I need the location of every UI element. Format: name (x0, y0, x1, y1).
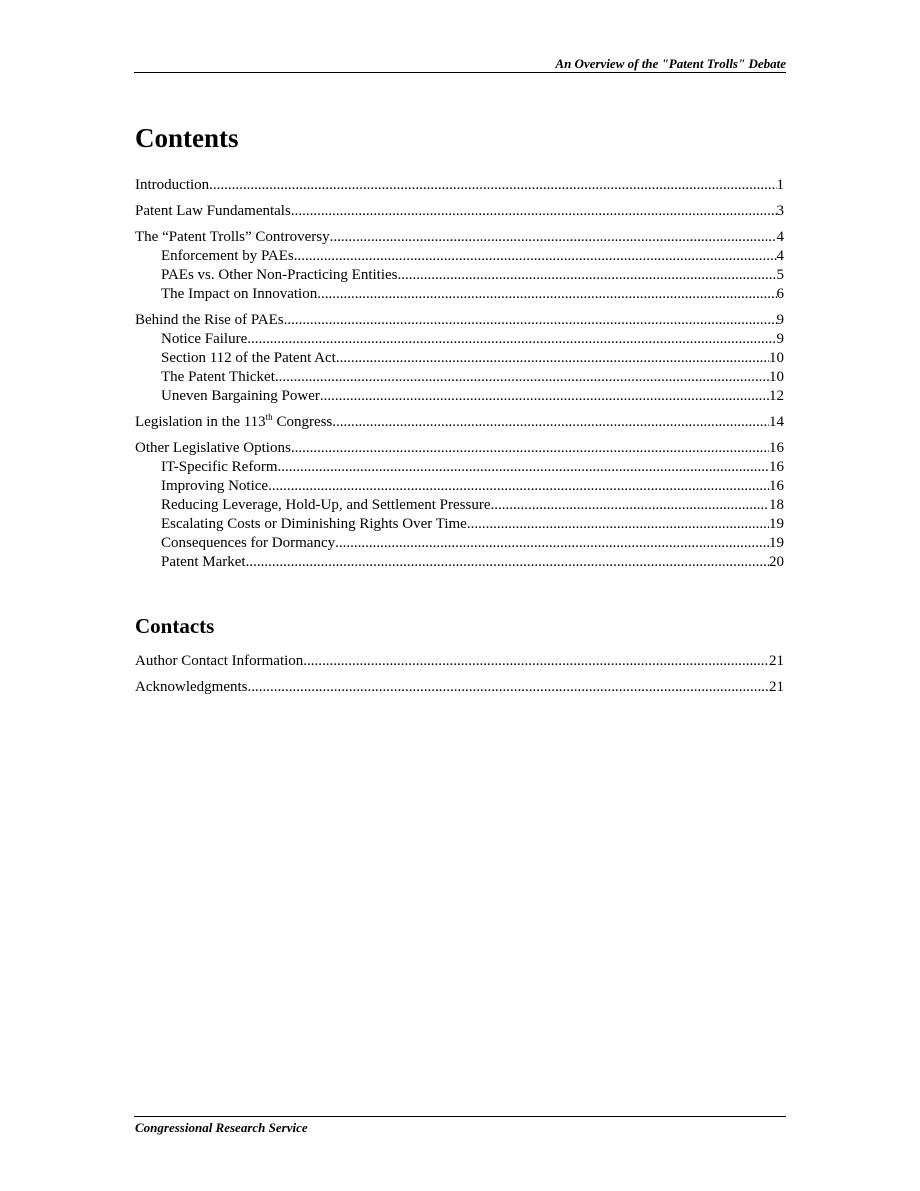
toc-entry-label: Legislation in the 113th Congress (135, 412, 333, 430)
running-header: An Overview of the "Patent Trolls" Debate (555, 56, 786, 71)
contents-list (135, 176, 784, 572)
toc-entry[interactable] (135, 413, 784, 432)
toc-entry-page: 21 (769, 679, 784, 695)
dot-leader (275, 368, 769, 387)
toc-entry-label: The Patent Thicket (161, 369, 275, 385)
dot-leader (330, 228, 777, 247)
dot-leader (317, 285, 776, 304)
toc-entry[interactable] (135, 477, 784, 496)
toc-entry-page: 14 (769, 414, 784, 430)
toc-entry-page: 16 (769, 459, 784, 475)
toc-entry-label: Section 112 of the Patent Act (161, 350, 336, 366)
toc-entry[interactable] (135, 387, 784, 406)
toc-entry-page: 9 (776, 312, 784, 328)
toc-entry[interactable] (135, 330, 784, 349)
toc-entry-label: Introduction (135, 177, 210, 193)
contacts-list (135, 652, 784, 697)
toc-entry[interactable] (135, 678, 784, 697)
toc-entry-page: 5 (776, 267, 784, 283)
dot-leader (332, 413, 769, 432)
toc-entry-page: 16 (769, 440, 784, 456)
toc-entry-page: 4 (776, 248, 784, 264)
toc-entry[interactable] (135, 202, 784, 221)
toc-entry-page: 10 (769, 369, 784, 385)
toc-entry-label: Patent Law Fundamentals (135, 203, 291, 219)
dot-leader (291, 439, 769, 458)
toc-entry-page: 6 (776, 286, 784, 302)
toc-entry-page: 19 (769, 535, 784, 551)
toc-entry[interactable] (135, 553, 784, 572)
toc-entry-page: 16 (769, 478, 784, 494)
toc-entry-label: Uneven Bargaining Power (161, 388, 320, 404)
toc-entry[interactable] (135, 247, 784, 266)
toc-entry-page: 10 (769, 350, 784, 366)
toc-entry[interactable] (135, 176, 784, 195)
toc-entry-label: Acknowledgments (135, 679, 248, 695)
header-rule (134, 72, 786, 73)
toc-entry-label: Escalating Costs or Diminishing Rights Over Time (161, 516, 467, 532)
toc-entry[interactable] (135, 285, 784, 304)
dot-leader (247, 330, 776, 349)
toc-entry[interactable] (135, 515, 784, 534)
dot-leader (284, 311, 777, 330)
footer-rule (134, 1116, 786, 1117)
toc-entry[interactable] (135, 496, 784, 515)
toc-entry-page: 3 (776, 203, 784, 219)
toc-entry-label: PAEs vs. Other Non-Practicing Entities (161, 267, 398, 283)
toc-entry-page: 1 (776, 177, 784, 193)
dot-leader (467, 515, 769, 534)
contents-heading: Contents (135, 123, 239, 153)
dot-leader (336, 349, 769, 368)
toc-entry-label: Enforcement by PAEs (161, 248, 294, 264)
toc-entry-label: Behind the Rise of PAEs (135, 312, 284, 328)
toc-entry-label: Patent Market (161, 554, 246, 570)
toc-entry-page: 21 (769, 653, 784, 669)
toc-entry[interactable] (135, 458, 784, 477)
toc-entry[interactable] (135, 439, 784, 458)
dot-leader (268, 477, 769, 496)
toc-entry-page: 4 (776, 229, 784, 245)
toc-entry-label: The “Patent Trolls” Controversy (135, 229, 330, 245)
toc-entry[interactable] (135, 652, 784, 671)
toc-entry-label: Other Legislative Options (135, 440, 291, 456)
toc-entry[interactable] (135, 266, 784, 285)
toc-entry-label: IT-Specific Reform (161, 459, 278, 475)
dot-leader (320, 387, 769, 406)
dot-leader (291, 202, 777, 221)
toc-entry-label: Author Contact Information (135, 653, 304, 669)
toc-entry-label: Reducing Leverage, Hold-Up, and Settlement Pressure (161, 497, 491, 513)
toc-entry-label: Consequences for Dormancy (161, 535, 336, 551)
dot-leader (246, 553, 769, 572)
toc-entry-page: 18 (769, 497, 784, 513)
toc-entry[interactable] (135, 368, 784, 387)
toc-entry-label: The Impact on Innovation (161, 286, 318, 302)
toc-entry-page: 12 (769, 388, 784, 404)
dot-leader (278, 458, 770, 477)
toc-entry-label: Notice Failure (161, 331, 248, 347)
toc-entry-page: 19 (769, 516, 784, 532)
dot-leader (398, 266, 777, 285)
toc-entry-page: 9 (776, 331, 784, 347)
toc-entry[interactable] (135, 349, 784, 368)
dot-leader (247, 678, 769, 697)
dot-leader (335, 534, 769, 553)
toc-entry[interactable] (135, 228, 784, 247)
toc-entry-page: 20 (769, 554, 784, 570)
dot-leader (294, 247, 777, 266)
footer-text: Congressional Research Service (135, 1120, 308, 1135)
toc-entry[interactable] (135, 534, 784, 553)
dot-leader (491, 496, 770, 515)
toc-entry-label: Improving Notice (161, 478, 269, 494)
toc-entry[interactable] (135, 311, 784, 330)
dot-leader (209, 176, 776, 195)
dot-leader (303, 652, 769, 671)
contacts-heading: Contacts (135, 614, 215, 638)
